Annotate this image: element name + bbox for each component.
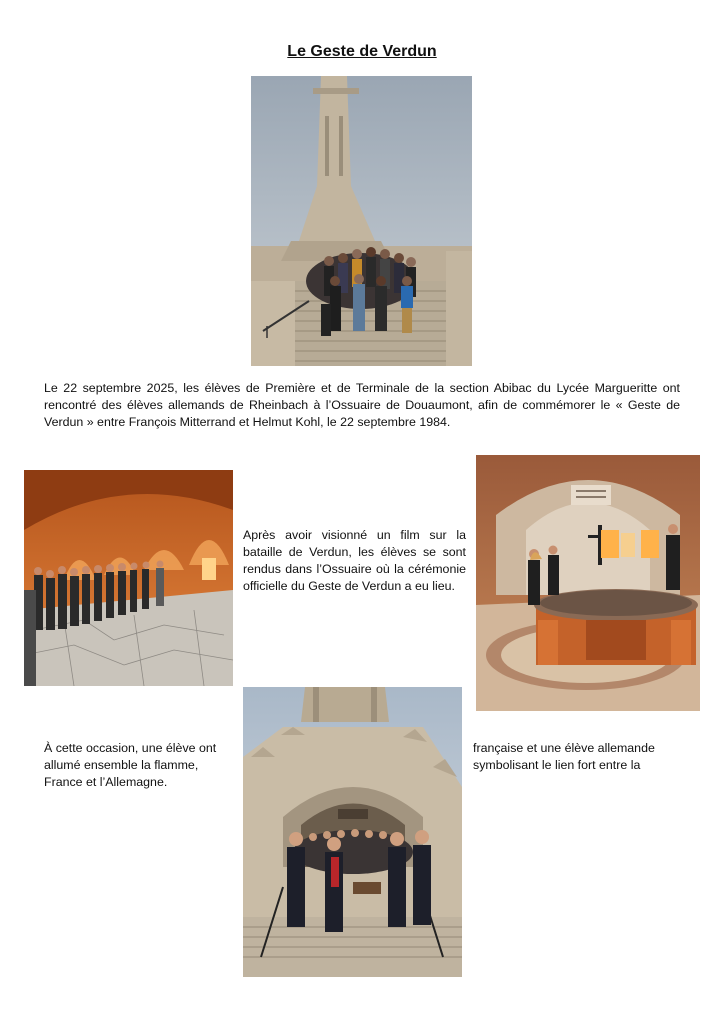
ossuary-group-photo	[251, 76, 472, 366]
occasion-text-left: À cette occasion, une élève ont allumé ensemble la flamme, France et l’Allemagne.	[44, 741, 217, 789]
page-title: Le Geste de Verdun	[287, 43, 437, 60]
intro-paragraph: Le 22 septembre 2025, les élèves de Première et de Terminale de la section Abibac du Lycée Margueritte ont rencontré des élèves allemands de Rheinbach à l’Ossuaire de Douaumont, afin de commémorer le « Geste de Verdun » entre François Mitterrand et Helmut Kohl, le 22 septembre 1984.	[44, 381, 680, 429]
entrance-officials-photo	[243, 687, 462, 977]
occasion-text-right: française et une élève allemande symbolisant le lien fort entre la	[473, 741, 655, 772]
ceremony-paragraph: Après avoir visionné un film sur la bataille de Verdun, les élèves se sont rendus dans l’Ossuaire où la cérémonie officielle du Geste de Verdun a eu lieu.	[243, 528, 466, 593]
flame-monument-photo	[476, 455, 700, 711]
cloister-photo	[24, 470, 233, 686]
